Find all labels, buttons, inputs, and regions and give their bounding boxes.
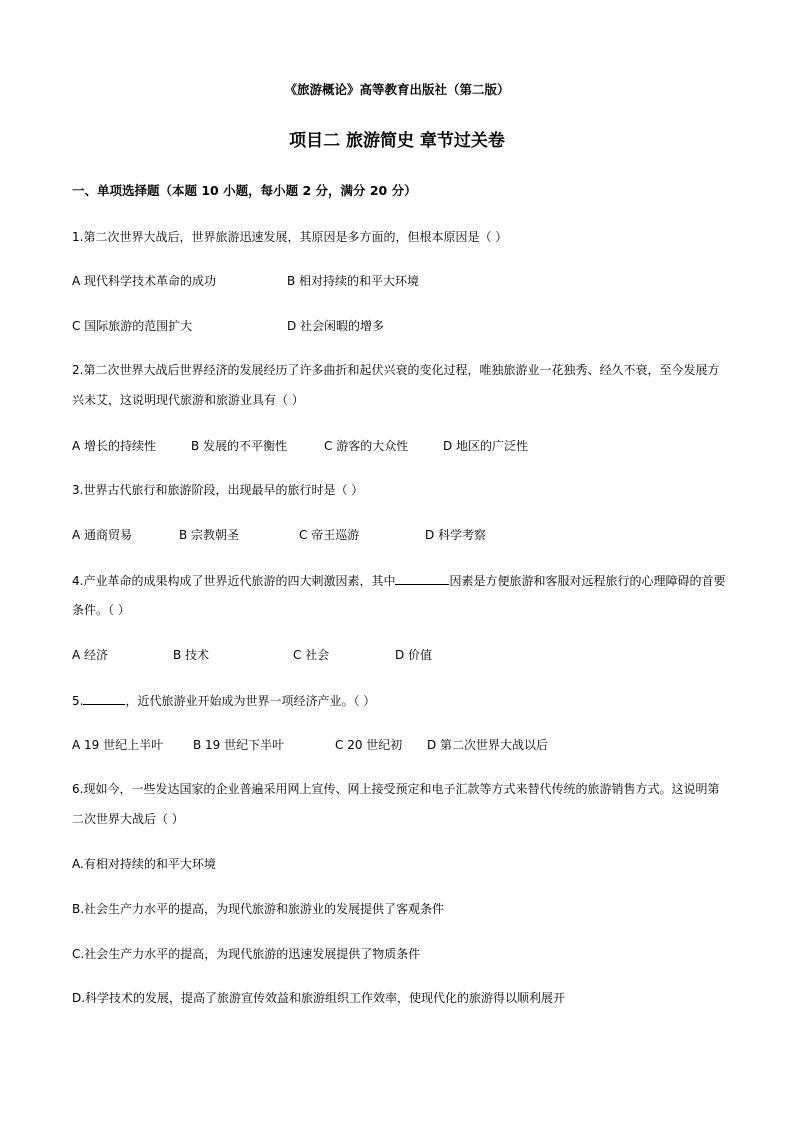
q4-option-a: A 经济 xyxy=(72,648,109,662)
q4-option-c: C 社会 xyxy=(293,648,330,662)
q2-option-a: A 增长的持续性 xyxy=(72,439,157,453)
q2-option-b: B 发展的不平衡性 xyxy=(191,439,288,453)
q1-option-a: A 现代科学技术革命的成功 xyxy=(72,274,217,288)
question-4-stem-line2: 条件。（ ） xyxy=(72,603,130,617)
q4-answer-blank xyxy=(395,572,449,585)
page-title: 项目二 旅游简史 章节过关卷 xyxy=(289,131,505,151)
q4-option-b: B 技术 xyxy=(173,648,210,662)
q4-stem-part2: 因素是方便旅游和客服对远程旅行的心理障碍的首要 xyxy=(449,574,726,588)
q5-option-c: C 20 世纪初 xyxy=(335,738,403,752)
question-6-stem-line1: 6.现如今，一些发达国家的企业普遍采用网上宣传、网上接受预定和电子汇款等方式来替代传统的旅游销售方式。这说明第 xyxy=(72,782,720,796)
q2-option-c: C 游客的大众性 xyxy=(324,439,409,453)
q3-option-a: A 通商贸易 xyxy=(72,528,133,542)
q5-option-b: B 19 世纪下半叶 xyxy=(193,738,285,752)
question-5-stem xyxy=(72,692,375,709)
q6-option-c: C.社会生产力水平的提高，为现代旅游的迅速发展提供了物质条件 xyxy=(72,947,421,961)
question-4-stem-line1 xyxy=(72,572,725,589)
q1-option-b: B 相对持续的和平大环境 xyxy=(287,274,420,288)
q1-option-c: C 国际旅游的范围扩大 xyxy=(72,319,193,333)
section-heading: 一、单项选择题（本题 10 小题，每小题 2 分，满分 20 分） xyxy=(72,183,417,198)
q5-option-a: A 19 世纪上半叶 xyxy=(72,738,164,752)
q6-option-b: B.社会生产力水平的提高，为现代旅游和旅游业的发展提供了客观条件 xyxy=(72,902,445,916)
question-3-stem: 3.世界古代旅行和旅游阶段，出现最早的旅行时是（ ） xyxy=(72,483,364,497)
q5-stem-part1: 5. xyxy=(72,694,84,708)
q1-option-d: D 社会闲暇的增多 xyxy=(287,319,385,333)
book-subtitle: 《旅游概论》高等教育出版社（第二版） xyxy=(284,82,510,97)
q6-option-a: A.有相对持续的和平大环境 xyxy=(72,857,216,871)
q6-option-d: D.科学技术的发展，提高了旅游宣传效益和旅游组织工作效率，使现代化的旅游得以顺利展开 xyxy=(72,991,566,1005)
q3-option-b: B 宗教朝圣 xyxy=(179,528,240,542)
question-1-stem: 1.第二次世界大战后，世界旅游迅速发展，其原因是多方面的，但根本原因是（ ） xyxy=(72,230,508,244)
question-2-stem-line1: 2.第二次世界大战后世界经济的发展经历了许多曲折和起伏兴衰的变化过程，唯独旅游业一花独秀、经久不衰，至今发展方 xyxy=(72,363,720,377)
question-6-stem-line2: 二次世界大战后（ ） xyxy=(72,812,184,826)
q5-option-d: D 第二次世界大战以后 xyxy=(427,738,549,752)
q4-option-d: D 价值 xyxy=(395,648,433,662)
q2-option-d: D 地区的广泛性 xyxy=(443,439,529,453)
question-2-stem-line2: 兴未艾，这说明现代旅游和旅游业具有（ ） xyxy=(72,393,304,407)
q3-option-c: C 帝王巡游 xyxy=(299,528,360,542)
q4-stem-part1: 4.产业革命的成果构成了世界近代旅游的四大刺激因素，其中 xyxy=(72,574,396,588)
q3-option-d: D 科学考察 xyxy=(425,528,487,542)
q5-answer-blank xyxy=(83,692,125,705)
q5-stem-part2: ，近代旅游业开始成为世界一项经济产业。（ ） xyxy=(125,694,376,708)
